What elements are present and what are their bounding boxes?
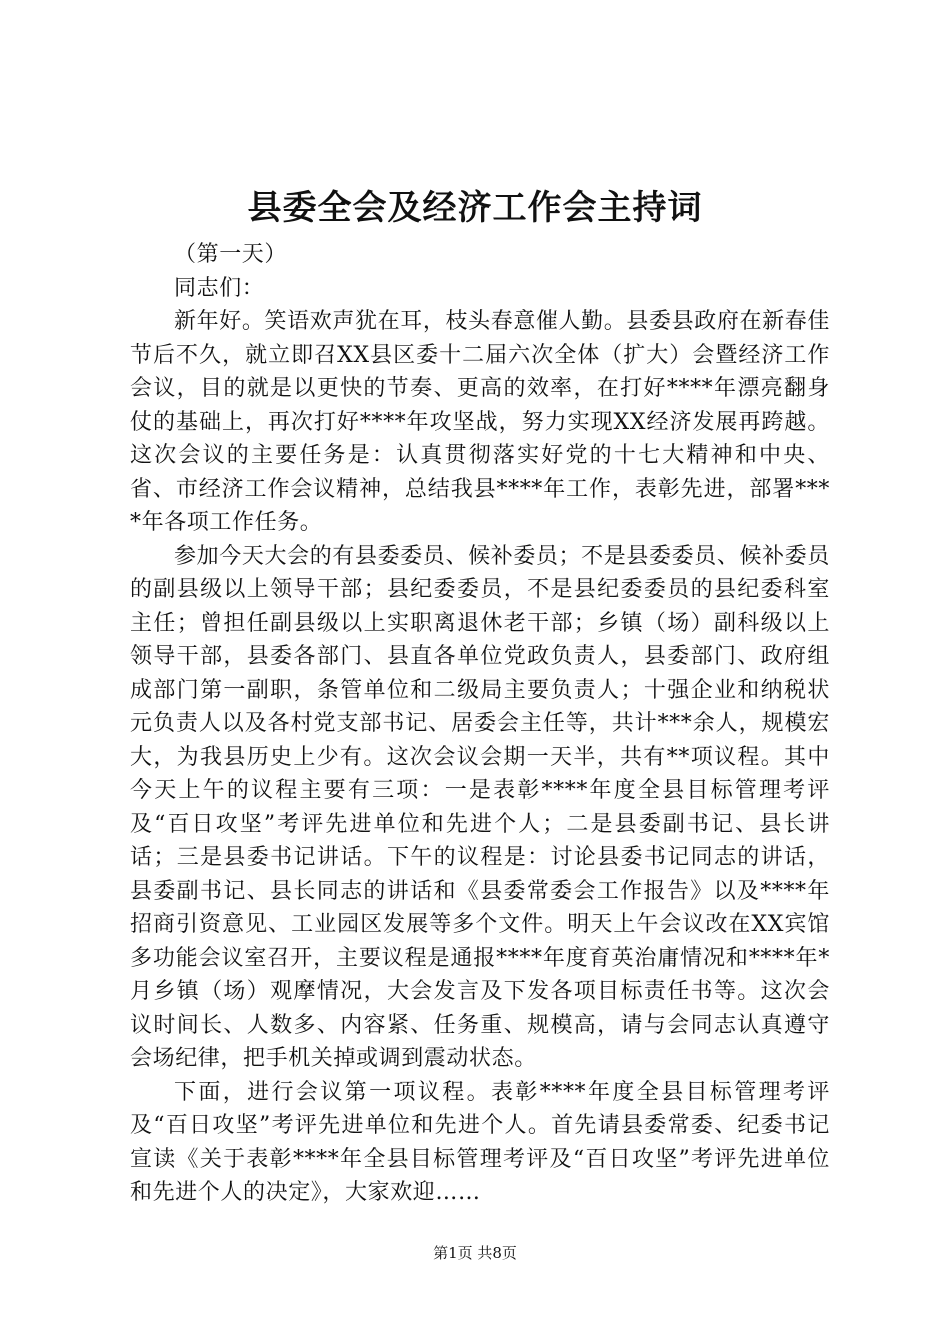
paragraph-day-label: （第一天） — [174, 242, 288, 267]
paragraph-first-agenda-item: 下面，进行会议第一项议程。表彰****年度全县目标管理考评及“百日攻坚”考评先进单位和先进个人。首先请县委常委、纪委书记宣读《关于表彰****年全县目标管理考评及“百日攻坚”考评先进单位和先进个人的决定》，大家欢迎…… — [130, 1079, 830, 1205]
paragraph-attendees-agenda: 参加今天大会的有县委委员、候补委员；不是县委委员、候补委员的副县级以上领导干部；县纪委委员，不是县纪委委员的县纪委科室主任；曾担任副县级以上实职离退休老干部；乡镇（场）副科级以上领导干部，县委各部门、县直各单位党政负责人，县委部门、政府组成部门第一副职，条管单位和二级局主要负责人；十强企业和纳税状元负责人以及各村党支部书记、居委会主任等，共计***余人，规模宏大，为我县历史上少有。这次会议会期一天半，共有**项议程。其中今天上午的议程主要有三项：一是表彰****年度全县目标管理考评及“百日攻坚”考评先进单位和先进个人；二是县委副书记、县长讲话；三是县委书记讲话。下午的议程是：讨论县委书记同志的讲话，县委副书记、县长同志的讲话和《县委常委会工作报告》以及****年招商引资意见、工业园区发展等多个文件。明天上午会议改在XX宾馆多功能会议室召开，主要议程是通报****年度育英治庸情况和****年*月乡镇（场）观摩情况，大会发言及下发各项目标责任书等。这次会议时间长、人数多、内容紧、任务重、规模高，请与会同志认真遵守会场纪律，把手机关掉或调到震动状态。 — [130, 543, 830, 1071]
page-footer: 第1页 共8页 — [433, 1244, 517, 1262]
paragraph-opening: 新年好。笑语欢声犹在耳，枝头春意催人勤。县委县政府在新春佳节后不久，就立即召XX县区委十二届六次全体（扩大）会暨经济工作会议，目的就是以更快的节奏、更高的效率，在打好****年漂亮翻身仗的基础上，再次打好****年攻坚战，努力实现XX经济发展再跨越。这次会议的主要任务是：认真贯彻落实好党的十七大精神和中央、省、市经济工作会议精神，总结我县****年工作，表彰先进，部署****年各项工作任务。 — [130, 309, 830, 535]
document-body — [130, 238, 830, 1210]
paragraph-salutation: 同志们： — [174, 275, 265, 301]
document-title: 县委全会及经济工作会主持词 — [247, 188, 703, 228]
